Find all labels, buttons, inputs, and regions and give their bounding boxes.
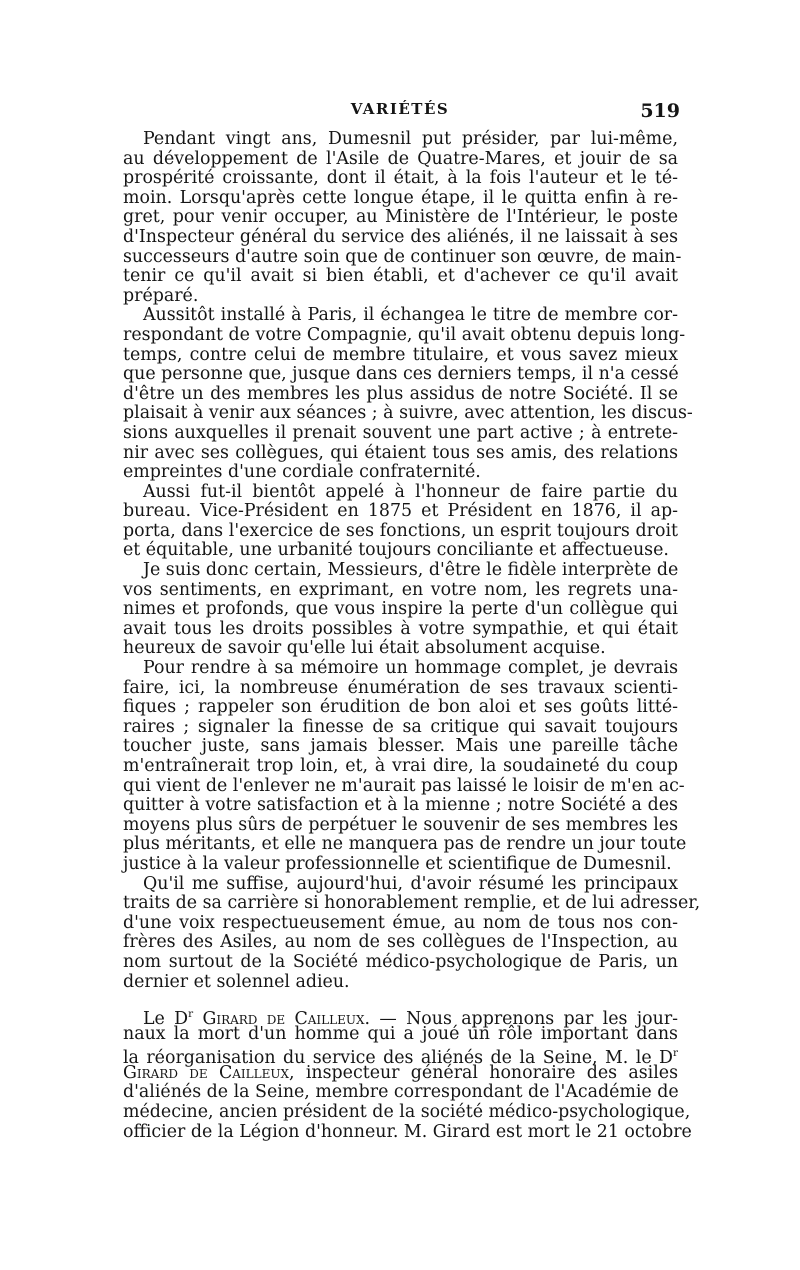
- text-line: nir avec ses collègues, qui étaient tous ses amis, des relations: [123, 442, 678, 463]
- running-head: VARIÉTÉS: [350, 100, 450, 118]
- text-line: tenir ce qu'il avait si bien établi, et d'achever ce qu'il avait: [123, 266, 678, 287]
- text-line: Qu'il me suffise, aujourd'hui, d'avoir résumé les principaux: [143, 873, 678, 894]
- text-line: médecine, ancien président de la société médico-psychologique,: [123, 1101, 691, 1122]
- text-line: officier de la Légion d'honneur. M. Girard est mort le 21 octobre: [123, 1121, 692, 1142]
- notice-text: la réorganisation du service des aliénés de la Seine, M. le D: [123, 1047, 673, 1068]
- text-line: que personne que, jusque dans ces derniers temps, il n'a cessé: [123, 364, 679, 385]
- text-line: bureau. Vice-Président en 1875 et Président en 1876, il ap-: [123, 501, 678, 522]
- text-line: empreintes d'une cordiale confraternité.: [123, 462, 481, 483]
- text-line: justice à la valeur professionnelle et scientifique de Dumesnil.: [123, 853, 672, 874]
- text-line: Aussitôt installé à Paris, il échangea le titre de membre cor-: [143, 305, 678, 326]
- text-line: nom surtout de la Société médico-psychologique de Paris, un: [123, 951, 678, 972]
- text-line: vos sentiments, en exprimant, en votre nom, les regrets una-: [123, 579, 678, 600]
- text-line: successeurs d'autre soin que de continuer son œuvre, de main-: [123, 246, 682, 267]
- notice-title-abbrev: r: [673, 1047, 678, 1060]
- text-line: temps, contre celui de membre titulaire, et vous savez mieux: [123, 344, 678, 365]
- notice-subject-name: Girard de Cailleux: [202, 1008, 365, 1029]
- notice-text: , inspecteur général honoraire des asiles: [289, 1062, 678, 1083]
- text-line: nimes et profonds, que vous inspire la perte d'un collègue qui: [123, 599, 678, 620]
- notice-subject-name: Girard de Cailleux: [123, 1062, 290, 1083]
- text-line: fiques ; rappeler son érudition de bon aloi et ses goûts litté-: [123, 697, 678, 718]
- text-line: raires ; signaler la finesse de sa critique qui savait toujours: [123, 716, 678, 737]
- text-line: Je suis donc certain, Messieurs, d'être le fidèle interprète de: [143, 560, 679, 581]
- text-line: d'aliénés de la Seine, membre correspondant de l'Académie de: [123, 1082, 679, 1103]
- text-line: moin. Lorsqu'après cette longue étape, il le quitta enfin à re-: [123, 187, 678, 208]
- text-line: avait tous les droits possibles à votre sympathie, et qui était: [123, 618, 678, 639]
- text-line: quitter à votre satisfaction et à la mienne ; notre Société a des: [123, 795, 678, 816]
- text-line: heureux de savoir qu'elle lui était absolument acquise.: [123, 638, 606, 659]
- text-line: au développement de l'Asile de Quatre-Mares, et jouir de sa: [123, 148, 678, 169]
- text-line: Aussi fut-il bientôt appelé à l'honneur de faire partie du: [143, 481, 678, 502]
- text-line: sions auxquelles il prenait souvent une part active ; à entrete-: [123, 422, 678, 443]
- text-line: d'être un des membres les plus assidus de notre Société. Il se: [123, 383, 678, 404]
- text-line: [123, 1044, 678, 1068]
- text-line: frères des Asiles, au nom de ses collègues de l'Inspection, au: [123, 932, 678, 953]
- text-line: traits de sa carrière si honorablement remplie, et de lui adresser,: [123, 893, 701, 914]
- text-line: [123, 1064, 678, 1084]
- text-line: plaisait à venir aux séances ; à suivre, avec attention, les discus-: [123, 403, 693, 424]
- text-line: porta, dans l'exercice de ses fonctions, un esprit toujours droit: [123, 520, 678, 541]
- text-line: toucher juste, sans jamais blesser. Mais une pareille tâche: [123, 736, 678, 757]
- notice-text: . — Nous apprenons par les jour-: [364, 1008, 679, 1029]
- notice-title-abbrev: r: [188, 1008, 194, 1020]
- text-line: Pendant vingt ans, Dumesnil put présider, par lui-même,: [143, 129, 678, 149]
- obituary-notice: [123, 1005, 692, 1142]
- text-line: préparé.: [123, 285, 199, 306]
- text-line: [123, 1005, 679, 1029]
- text-line: d'une voix respectueusement émue, au nom de tous nos con-: [123, 912, 678, 933]
- text-line: moyens plus sûrs de perpétuer le souvenir de ses membres les: [123, 814, 678, 835]
- body-text: [123, 129, 701, 992]
- page-number: 519: [640, 100, 680, 122]
- text-line: respondant de votre Compagnie, qu'il avait obtenu depuis long-: [123, 324, 686, 345]
- text-line: et équitable, une urbanité toujours conciliante et affectueuse.: [123, 540, 669, 561]
- text-line: Pour rendre à sa mémoire un hommage complet, je devrais: [143, 658, 678, 679]
- page-header: [120, 100, 680, 124]
- text-line: gret, pour venir occuper, au Ministère de l'Intérieur, le poste: [123, 207, 678, 228]
- text-line: plus méritants, et elle ne manquera pas de rendre un jour toute: [123, 834, 687, 855]
- text-line: qui vient de l'enlever ne m'aurait pas laissé le loisir de m'en ac-: [123, 775, 685, 796]
- text-line: faire, ici, la nombreuse énumération de ses travaux scienti-: [123, 677, 678, 698]
- notice-lead: Le D: [143, 1008, 189, 1029]
- text-line: d'Inspecteur général du service des aliénés, il ne laissait à ses: [123, 226, 678, 247]
- text-line: dernier et solennel adieu.: [123, 971, 350, 992]
- text-line: naux la mort d'un homme qui a joué un rôle important dans: [123, 1023, 678, 1044]
- text-line: prospérité croissante, dont il était, à la fois l'auteur et le té-: [123, 168, 678, 189]
- text-line: m'entraînerait trop loin, et, à vrai dire, la soudaineté du coup: [123, 756, 678, 776]
